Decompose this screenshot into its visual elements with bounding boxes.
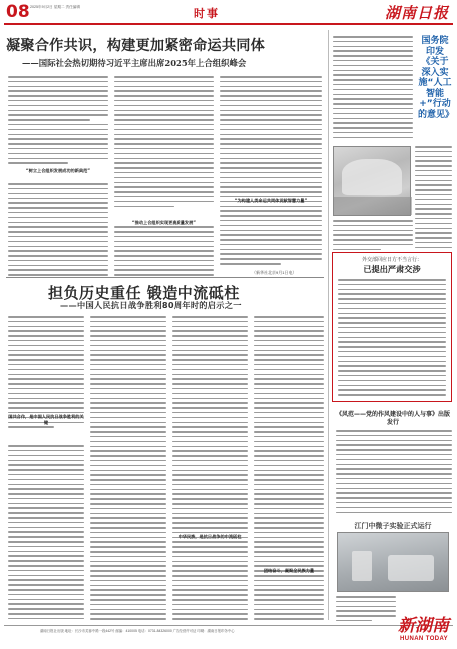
column-divider xyxy=(328,30,329,620)
article2-body-col1 xyxy=(8,316,84,622)
article1-body-col1 xyxy=(8,76,108,276)
article2-subhead-3: 团结奋斗，凝聚全民族力量 xyxy=(263,568,315,573)
right-article1-body xyxy=(333,36,413,142)
article1-body-col2 xyxy=(114,76,214,276)
article2-subhead-2: 中华民族，是抗日战争的中流砥柱 xyxy=(178,534,242,539)
highlight-body xyxy=(338,279,446,399)
article1-subheadline: ——国际社会热切期待习近平主席出席2025年上合组织峰会 xyxy=(22,58,247,68)
neutrino-photo xyxy=(337,532,449,592)
highlight-kicker: 外交部回应日方不当言行： xyxy=(361,257,422,263)
photo-caption xyxy=(333,220,413,250)
header-meta: 2025年9月2日 星期二 责任编辑 xyxy=(30,5,80,9)
neutrino-headline[interactable]: 江门中微子实验正式运行 xyxy=(354,522,432,530)
article1-subhead-3: “为构建人类命运共同体贡献智慧力量” xyxy=(234,198,308,203)
page-header xyxy=(4,2,453,24)
highlight-title[interactable]: 已提出严肃交涉 xyxy=(363,264,421,274)
article2-subhead-1: 国共合作，是中国人民抗日战争胜利的关键 xyxy=(8,414,84,425)
article1-body-col3 xyxy=(220,76,322,276)
footer-rule xyxy=(4,625,453,626)
page-number: 08 xyxy=(6,2,30,22)
article1-headline[interactable]: 凝聚合作共识，构建更加紧密命运共同体 xyxy=(6,38,265,54)
article2-body-col3 xyxy=(172,316,248,622)
article1-byline: （新华社北京9月1日电） xyxy=(252,270,297,275)
book-release-headline[interactable]: 《风范——党的作风建设中的人与事》出版发行 xyxy=(335,411,450,426)
section-title: 时事 xyxy=(194,7,220,20)
right-article1-body-2 xyxy=(415,146,452,250)
brand-tagline: HUNAN TODAY xyxy=(400,636,449,642)
article1-subhead-1: “树立上合组织发展成功的新典范” xyxy=(25,168,91,173)
masthead-logo: 湖南日报 xyxy=(384,4,449,22)
article2-headline[interactable]: 担负历史重任 锻造中流砥柱 xyxy=(48,284,240,302)
article1-subhead-2: “推动上合组织实现更高质量发展” xyxy=(131,220,197,225)
article2-subheadline: ——中国人民抗日战争胜利80周年时的启示之一 xyxy=(60,300,242,310)
highlight-box xyxy=(332,252,452,402)
footer-info: 湖南日报社出版 地址：长沙市芙蓉中路一段442号 邮编：410005 电话：0731-84326000 广告经营许可证 印刷：湖南日报印务中心 xyxy=(40,629,235,633)
news-photo xyxy=(333,146,411,216)
right-article1-headline[interactable]: 国务院印发《关于深入实施“人工智能+”行动的意见》 xyxy=(418,36,455,120)
header-rule xyxy=(4,23,453,25)
article2-body-col4 xyxy=(254,316,324,622)
book-release-body xyxy=(336,430,452,516)
neutrino-body xyxy=(336,596,396,622)
article2-body-col2 xyxy=(90,316,166,622)
brand-logo: 新湖南 xyxy=(398,616,449,636)
article-separator xyxy=(6,277,324,278)
